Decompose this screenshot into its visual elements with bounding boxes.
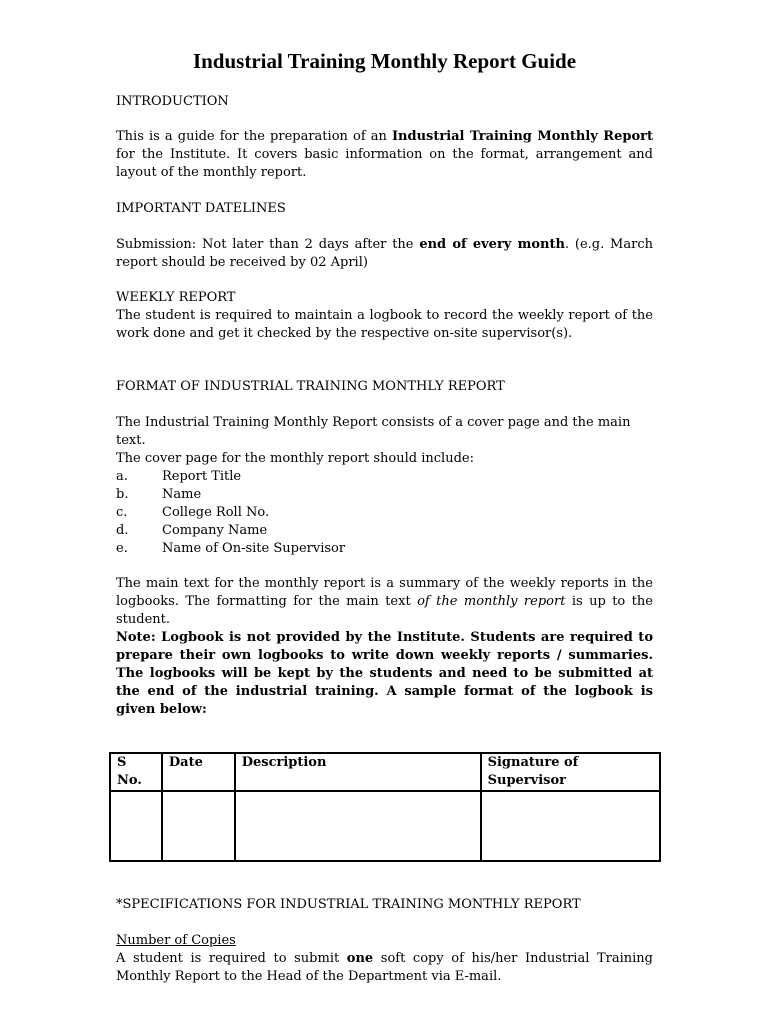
- format-paragraph-1: The Industrial Training Monthly Report consists of a cover page and the main text.: [116, 415, 631, 448]
- logbook-table: [109, 752, 661, 862]
- weekly-heading: WEEKLY REPORT: [116, 290, 236, 305]
- list-item-text: Name of On-site Supervisor: [162, 541, 346, 556]
- datelines-text-bold: end of every month: [419, 237, 565, 252]
- specs-text-bold: one: [346, 951, 374, 966]
- list-item-text: Name: [162, 487, 202, 502]
- weekly-paragraph: The student is required to maintain a logbook to record the weekly report of the work done and get it checked by the respective on-site supervisor(s).: [116, 308, 653, 341]
- intro-text-bold: Industrial Training Monthly Report: [391, 129, 653, 144]
- datelines-text-post: . (e.g. March report should be received by 02 April): [116, 237, 653, 270]
- specs-subheading: Number of Copies: [116, 933, 236, 948]
- specs-heading: *SPECIFICATIONS FOR INDUSTRIAL TRAINING MONTHLY REPORT: [116, 897, 581, 912]
- column-header-description: Description: [235, 753, 481, 791]
- list-item: [116, 540, 653, 558]
- main-text-italic: of the monthly report: [417, 594, 566, 609]
- cover-page-list: [116, 468, 653, 558]
- list-item: [116, 486, 653, 504]
- format-paragraph-2: The cover page for the monthly report should include:: [116, 451, 474, 466]
- table-cell: [481, 791, 660, 861]
- list-item-text: Report Title: [162, 469, 242, 484]
- table-header-row: [110, 753, 660, 791]
- table-cell: [110, 791, 162, 861]
- intro-text-post: for the Institute. It covers basic information on the format, arrangement and layout of the monthly report.: [116, 147, 653, 180]
- specs-text-post: soft copy of his/her Industrial Training Monthly Report to the Head of the Department via E-mail.: [116, 951, 653, 984]
- intro-paragraph: [116, 128, 653, 182]
- table-cell: [162, 791, 235, 861]
- datelines-paragraph: [116, 236, 653, 272]
- datelines-text-pre: Submission: Not later than 2 days after the: [116, 237, 420, 252]
- main-text-pre: The main text for the monthly report is a summary of the weekly reports in the logbooks. The formatting for the main text: [116, 576, 653, 609]
- specs-paragraph: [116, 950, 653, 986]
- note-paragraph: Note: Logbook is not provided by the Institute. Students are required to prepare their own logbooks to write down weekly reports / summaries. The logbooks will be kept by the students and need to be submitted at the end of the industrial training. A sample format of the logbook is given below:: [116, 630, 653, 717]
- column-header-date: Date: [162, 753, 235, 791]
- datelines-heading: IMPORTANT DATELINES: [116, 201, 286, 216]
- table-row: [110, 791, 660, 861]
- list-item-text: College Roll No.: [162, 505, 270, 520]
- column-header-sno: S No.: [110, 753, 162, 791]
- intro-text-pre: This is a guide for the preparation of an: [116, 129, 392, 144]
- main-text-post: is up to the student.: [116, 594, 653, 627]
- list-item-letter: d.: [116, 523, 129, 538]
- column-header-signature: Signature of Supervisor: [481, 753, 660, 791]
- list-item: [116, 522, 653, 540]
- list-item-text: Company Name: [162, 523, 268, 538]
- list-item-letter: b.: [116, 487, 129, 502]
- format-heading: FORMAT OF INDUSTRIAL TRAINING MONTHLY REPORT: [116, 379, 505, 394]
- main-text-paragraph: [116, 575, 653, 629]
- list-item: [116, 468, 653, 486]
- table-cell: [235, 791, 481, 861]
- specs-text-pre: A student is required to submit: [116, 951, 347, 966]
- list-item-letter: a.: [116, 469, 128, 484]
- intro-heading: INTRODUCTION: [116, 94, 229, 109]
- list-item: [116, 504, 653, 522]
- page-title: Industrial Training Monthly Report Guide: [192, 49, 577, 73]
- list-item-letter: c.: [116, 505, 128, 520]
- list-item-letter: e.: [116, 541, 128, 556]
